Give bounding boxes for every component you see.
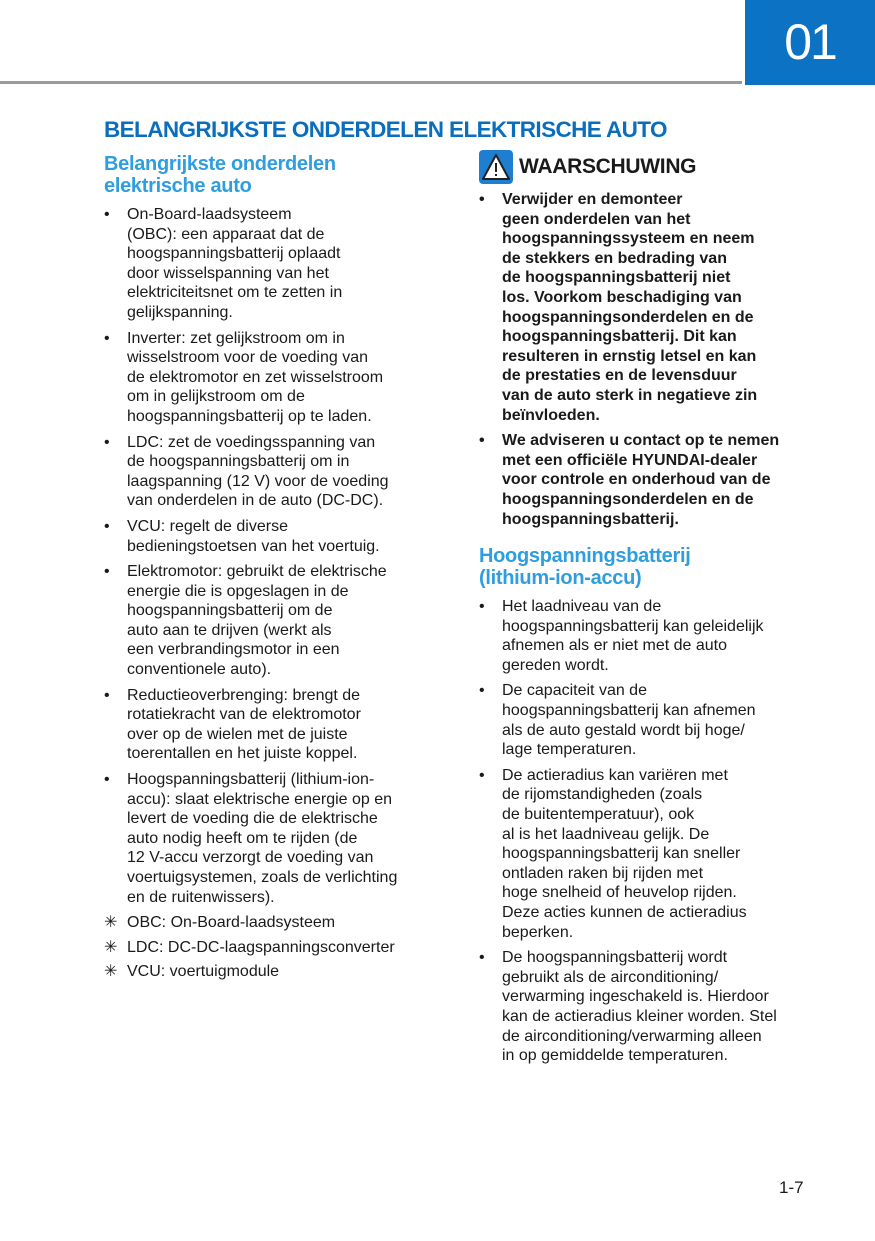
bullet-icon: •	[479, 682, 485, 700]
right-column	[479, 150, 839, 1072]
bullet-icon: •	[104, 686, 110, 704]
warning-item-text: Verwijder en demonteer geen onderdelen van het hoogspanningssysteem en neem de stekkers en bedrading van de hoogspanningsbatterij niet los. Voorkom beschadiging van hoogspanningsonderdelen en de hoogspanningsbatterij. Dit kan resulteren in ernstig letsel en kan de prestaties en de levensduur van de auto sterk in negatieve zin beïnvloeden.	[502, 191, 758, 424]
warning-list	[479, 190, 839, 529]
list-item-text: On-Board-laadsysteem (OBC): een apparaat dat de hoogspanningsbatterij oplaadt door wisselspanning van het elektriciteitsnet om te zetten in gelijkspanning.	[127, 206, 343, 321]
chapter-tab: 01	[745, 0, 875, 85]
bullet-icon: •	[479, 949, 485, 967]
note-item	[104, 913, 454, 933]
page-number: 1-7	[779, 1178, 804, 1197]
battery-list	[479, 597, 839, 1066]
list-item-text: Het laadniveau van de hoogspanningsbatterij kan geleidelijk afnemen als er niet met de auto gereden wordt.	[502, 598, 764, 674]
bullet-icon: •	[479, 598, 485, 616]
list-item-text: De actieradius kan variëren met de rijomstandigheden (zoals de buitentemperatuur), ook al is het laadniveau gelijk. De hoogspanningsbatterij kan sneller ontladen raken bij rijden met hoge snelheid of heuvelop rijden. Deze acties kunnen de actieradius beperken.	[502, 766, 747, 941]
list-item-text: Hoogspanningsbatterij (lithium-ion- accu): slaat elektrische energie op en levert de voeding die de elektrische auto nodig heeft om te rijden (de 12 V-accu verzorgt de voeding van voertuigsystemen, zoals de verlichting en de ruitenwissers).	[127, 771, 398, 906]
asterisk-icon: ✳	[104, 963, 118, 981]
list-item	[104, 562, 454, 680]
bullet-icon: •	[479, 432, 485, 450]
list-item-text: De capaciteit van de hoogspanningsbatterij kan afnemen als de auto gestald wordt bij hoge/ lage temperaturen.	[502, 682, 756, 759]
bullet-icon: •	[104, 563, 110, 581]
asterisk-icon: ✳	[104, 914, 118, 932]
list-item	[104, 770, 454, 907]
left-column	[104, 153, 454, 987]
abbreviation-notes	[104, 913, 454, 982]
list-item	[479, 597, 839, 675]
list-item-text: LDC: zet de voedingsspanning van de hoogspanningsbatterij om in laagspanning (12 V) voor de voeding van onderdelen in de auto (DC-DC).	[127, 433, 389, 510]
warning-item	[479, 431, 839, 529]
warning-item-text: We adviseren u contact op te nemen met een officiële HYUNDAI-dealer voor controle en onderhoud van de hoogspanningsonderdelen en de hoogspanningsbatterij.	[502, 432, 780, 528]
list-item-text: Inverter: zet gelijkstroom om in wisselstroom voor de voeding van de elektromotor en zet wisselstroom om in gelijkstroom om de hoogspanningsbatterij op te laden.	[127, 329, 384, 425]
list-item	[479, 681, 839, 759]
components-list	[104, 205, 454, 907]
bullet-icon: •	[479, 191, 485, 208]
list-item	[104, 517, 454, 556]
header-rule	[0, 81, 742, 84]
note-item-text: LDC: DC-DC-laagspanningsconverter	[127, 938, 395, 956]
bullet-icon: •	[104, 771, 110, 789]
list-item-text: Reductieoverbrenging: brengt de rotatiekracht van de elektromotor over op de wielen met de juiste toerentallen en het juiste koppel.	[127, 686, 361, 763]
page-title: BELANGRIJKSTE ONDERDELEN ELEKTRISCHE AUTO	[104, 117, 667, 142]
asterisk-icon: ✳	[104, 938, 118, 956]
list-item	[479, 948, 839, 1066]
warning-header	[479, 150, 839, 184]
list-item-text: VCU: regelt de diverse bedieningstoetsen van het voertuig.	[127, 517, 380, 555]
note-item	[104, 962, 454, 982]
list-item	[104, 329, 454, 427]
note-item	[104, 938, 454, 958]
warning-item	[479, 190, 839, 425]
list-item-text: De hoogspanningsbatterij wordt gebruikt als de airconditioning/ verwarming ingeschakeld is. Hierdoor kan de actieradius kleiner worden. Stel de airconditioning/verwarming alleen in op gemiddelde temperaturen.	[502, 949, 777, 1065]
bullet-icon: •	[104, 206, 110, 223]
section-heading-battery: Hoogspanningsbatterij (lithium-ion-accu)	[479, 545, 691, 590]
warning-title: WAARSCHUWING	[519, 155, 697, 178]
note-item-text: VCU: voertuigmodule	[127, 963, 280, 981]
list-item	[104, 686, 454, 764]
section-heading-components: Belangrijkste onderdelen elektrische auto	[104, 153, 336, 197]
bullet-icon: •	[479, 766, 485, 784]
list-item-text: Elektromotor: gebruikt de elektrische energie die is opgeslagen in de hoogspanningsbatterij om de auto aan te drijven (werkt als een verbrandingsmotor in een conventionele auto).	[127, 563, 387, 679]
list-item	[479, 766, 839, 942]
warning-triangle-icon	[479, 150, 513, 184]
bullet-icon: •	[104, 433, 110, 451]
bullet-icon: •	[104, 517, 110, 535]
list-item	[104, 205, 454, 323]
list-item	[104, 433, 454, 511]
bullet-icon: •	[104, 329, 110, 347]
note-item-text: OBC: On-Board-laadsysteem	[127, 914, 336, 932]
